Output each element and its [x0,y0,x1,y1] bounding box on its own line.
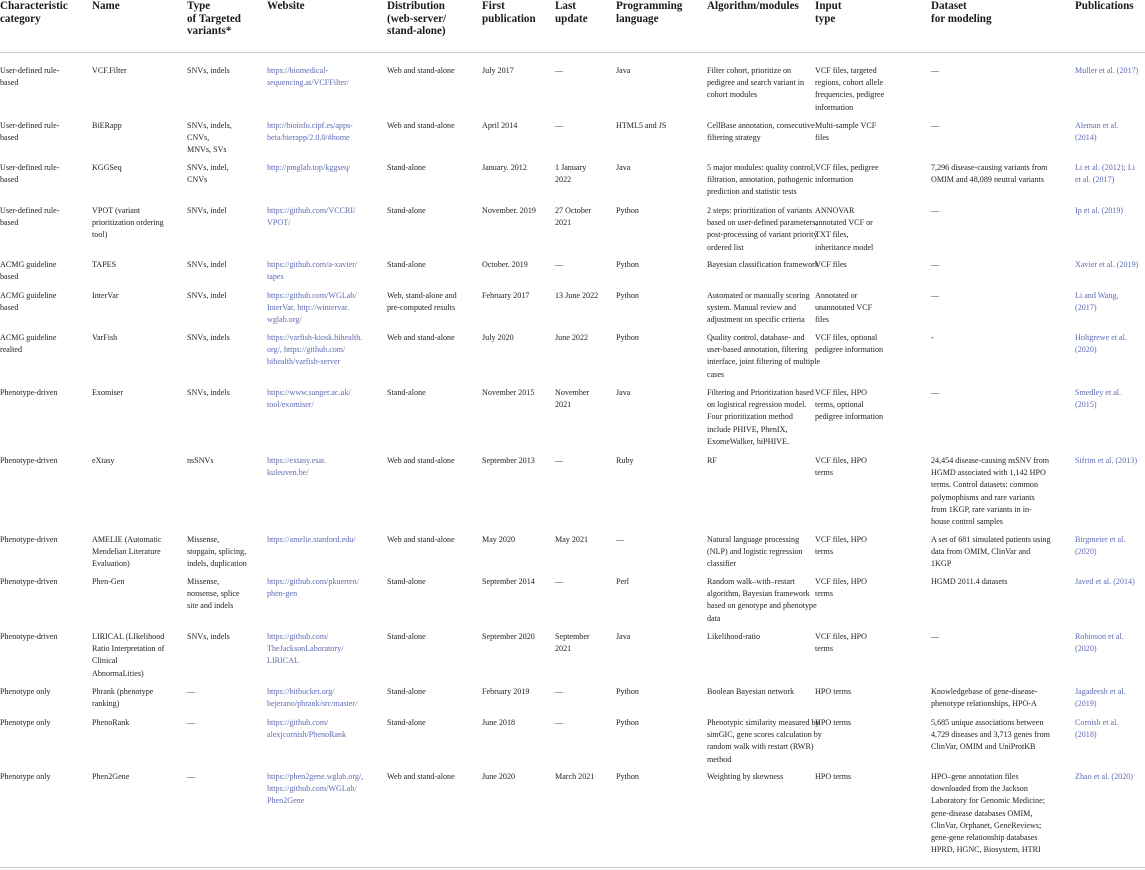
cell-publications[interactable]: Zhao et al. (2020) [1075,772,1133,781]
cell-name: Exomiser [92,388,124,397]
cell-name: eXtasy [92,456,115,465]
cell-distribution: Web and stand-alone [387,456,455,465]
cell-distribution: Web and stand-alone [387,535,455,544]
cell-publications[interactable]: Muller et al. (2017) [1075,66,1139,75]
cell-types: SNVs, indels [187,632,230,641]
column-header-algorithm: Algorithm/modules [707,0,799,12]
cell-input: VCF files, HPO terms [815,456,867,478]
cell-dataset: 7,296 disease-causing variants from OMIM and 48,089 neutral variants [931,163,1048,185]
cell-website[interactable]: https://github.com/a-xavier/ tapes [267,260,358,282]
cell-website[interactable]: https://www.sanger.ac.uk/ tool/exomiser/ [267,388,351,410]
cell-language: Python [616,687,639,696]
cell-input: Multi-sample VCF files [815,121,877,143]
cell-dataset: — [931,291,940,300]
cell-algorithm: Filter cohort, prioritize on pedigree and search variant in cohort modules [707,66,805,100]
cell-dataset: — [931,260,940,269]
cell-language: Python [616,291,639,300]
cell-name: VPOT (variant prioritization ordering tool) [92,206,164,240]
cell-category: User-defined rule- based [0,121,60,143]
cell-input: HPO terms [815,718,852,727]
header-divider [0,52,1145,53]
cell-first-pub: November 2015 [482,388,535,397]
cell-types: SNVs, indel [187,206,227,215]
cell-input: VCF files [815,260,847,269]
cell-language: Java [616,66,631,75]
cell-category: Phenotype-driven [0,456,58,465]
cell-language: Java [616,632,631,641]
cell-distribution: Stand-alone [387,577,426,586]
column-header-category: Characteristic category [0,0,68,25]
cell-name: VarFish [92,333,118,342]
cell-publications[interactable]: Javed et al. (2014) [1075,577,1135,586]
cell-last-update: November 2021 [555,388,590,410]
cell-last-update: — [555,260,564,269]
cell-first-pub: October. 2019 [482,260,528,269]
cell-dataset: — [931,66,940,75]
cell-name: PhenoRank [92,718,130,727]
column-header-types: Type of Targeted variants* [187,0,241,38]
cell-website[interactable]: https://varfish-kiosk.bihealth. org/, https://github.com/ bihealth/varfish-server [267,333,363,367]
table-bottom-rule [0,867,1145,868]
cell-language: Python [616,772,639,781]
cell-publications[interactable]: Xavier et al. (2019) [1075,260,1139,269]
cell-name: KGGSeq [92,163,122,172]
cell-first-pub: June 2020 [482,772,516,781]
cell-publications[interactable]: Holtgrewe et al. (2020) [1075,333,1127,355]
cell-category: User-defined rule- based [0,163,60,185]
cell-algorithm: Weighting by skewness [707,772,784,781]
cell-distribution: Web and stand-alone [387,121,455,130]
cell-distribution: Stand-alone [387,206,426,215]
cell-dataset: A set of 681 simulated patients using data from OMIM, ClinVar and 1KGP [931,535,1051,569]
cell-website[interactable]: https://github.com/WGLab/ InterVar, http://wintervar. wglab.org/ [267,291,357,325]
cell-first-pub: November. 2019 [482,206,536,215]
cell-algorithm: Boolean Bayesian network [707,687,795,696]
cell-category: ACMG guideline based [0,260,57,282]
cell-dataset: — [931,121,940,130]
cell-website[interactable]: https://amelie.stanford.edu/ [267,535,356,544]
cell-last-update: — [555,718,564,727]
cell-algorithm: 5 major modules: quality control, filtration, annotation, pathogenic prediction and statistic tests [707,163,816,197]
cell-types: — [187,772,196,781]
column-header-first-pub: First publication [482,0,536,25]
cell-publications[interactable]: Birgmeier et al. (2020) [1075,535,1126,557]
cell-algorithm: 2 steps: prioritization of variants based on user-defined parameters, post-processing of variant priority ordered list [707,206,818,252]
cell-dataset: — [931,206,940,215]
cell-distribution: Stand-alone [387,163,426,172]
cell-distribution: Web and stand-alone [387,333,455,342]
cell-language: Python [616,718,639,727]
cell-types: SNVs, indels [187,66,230,75]
cell-language: Python [616,260,639,269]
cell-types: Missense, nonsense, splice site and indels [187,577,240,611]
cell-category: User-defined rule- based [0,66,60,88]
cell-category: Phenotype-driven [0,388,58,397]
cell-language: Ruby [616,456,634,465]
cell-name: VCF.Filter [92,66,127,75]
cell-distribution: Stand-alone [387,260,426,269]
cell-last-update: — [555,687,564,696]
cell-language: Java [616,388,631,397]
cell-category: Phenotype only [0,772,51,781]
cell-publications[interactable]: Cornish et al. (2018) [1075,718,1119,740]
cell-name: Phen2Gene [92,772,130,781]
column-header-last-update: Last update [555,0,588,25]
cell-first-pub: June 2018 [482,718,516,727]
cell-input: VCF files, HPO terms [815,632,867,654]
cell-input: ANNOVAR annotated VCF or TXT files, inheritance model [815,206,874,252]
column-header-dataset: Dataset for modeling [931,0,992,25]
cell-algorithm: Natural language processing (NLP) and logistic regression classifier [707,535,803,569]
cell-category: Phenotype only [0,718,51,727]
column-header-input: Input type [815,0,842,25]
cell-input: VCF files, pedigree information [815,163,879,185]
cell-input: VCF files, HPO terms, optional pedigree information [815,388,884,422]
cell-publications[interactable]: Sifrim et al. (2013) [1075,456,1138,465]
cell-types: SNVs, indels [187,388,230,397]
cell-dataset: - [931,333,934,342]
cell-distribution: Web and stand-alone [387,772,455,781]
cell-distribution: Web, stand-alone and pre-computed results [387,291,457,313]
cell-category: ACMG guideline realted [0,333,57,355]
cell-types: SNVs, indel [187,260,227,269]
cell-name: AMELIE (Automatic Mendelian Literature Evaluation) [92,535,162,569]
cell-distribution: Stand-alone [387,718,426,727]
column-header-name: Name [92,0,120,12]
cell-language: — [616,535,625,544]
cell-publications[interactable]: Aleman et al. (2014) [1075,121,1119,143]
cell-dataset: HGMD 2011.4 datasets [931,577,1008,586]
column-header-distribution: Distribution (web-server/ stand-alone) [387,0,447,38]
cell-website[interactable]: https://bitbucket.org/ bejerano/phrank/src/master/ [267,687,358,709]
cell-first-pub: September 2014 [482,577,535,586]
cell-website[interactable]: https://github.com/VCCRI/ VPOT/ [267,206,356,228]
cell-language: Python [616,206,639,215]
cell-last-update: 1 January 2022 [555,163,587,185]
cell-dataset: 24,454 disease-causing nsSNV from HGMD associated with 1,142 HPO terms. Control datasets: common polymophisms and rare variants from 1KGP, rare variants in in- house control samples [931,456,1050,527]
cell-name: BiERapp [92,121,122,130]
cell-name: TAPES [92,260,117,269]
cell-algorithm: Random walk–with–restart algorithm, Bayesian framework based on genotype and phenotype data [707,577,817,623]
column-header-website: Website [267,0,305,12]
cell-first-pub: January. 2012 [482,163,527,172]
cell-category: ACMG guideline based [0,291,57,313]
cell-last-update: — [555,456,564,465]
cell-dataset: — [931,388,940,397]
cell-first-pub: September 2020 [482,632,535,641]
cell-types: SNVs, indels, CNVs, MNVs, SVs [187,121,232,155]
cell-category: Phenotype-driven [0,632,58,641]
column-header-language: Programming language [616,0,683,25]
cell-first-pub: February 2019 [482,687,530,696]
cell-input: VCF files, targeted regions, cohort allele frequencies, pedigree information [815,66,885,112]
cell-types: SNVs, indels [187,333,230,342]
cell-distribution: Stand-alone [387,687,426,696]
cell-dataset: HPO–gene annotation files downloaded from the Jackson Laboratory for Genomic Medicine; gene-disease databases OMIM, ClinVar, Orphanet, GeneReviews; gene-gene relationship databases HPRD, HGNC, Biosystem, HTRI [931,772,1045,855]
cell-first-pub: February 2017 [482,291,530,300]
cell-name: InterVar [92,291,119,300]
cell-algorithm: Likelihood-ratio [707,632,761,641]
cell-language: Java [616,163,631,172]
cell-website[interactable]: https://github.com/ TheJacksonLaboratory/ LIRICAL [267,632,344,666]
cell-publications[interactable]: Li and Wang, (2017) [1075,291,1119,313]
cell-types: — [187,718,196,727]
cell-last-update: March 2021 [555,772,595,781]
cell-types: Missense, stopgain, splicing, indels, duplication [187,535,247,569]
cell-publications[interactable]: Jagadeesh et al. (2019) [1075,687,1126,709]
cell-first-pub: September 2013 [482,456,535,465]
cell-category: Phenotype only [0,687,51,696]
cell-algorithm: CellBase annotation, consecutive filtering strategy [707,121,815,143]
cell-language: Perl [616,577,630,586]
cell-first-pub: May 2020 [482,535,516,544]
cell-algorithm: Bayesian classification framework [707,260,819,269]
cell-category: Phenotype-driven [0,577,58,586]
cell-category: User-defined rule- based [0,206,60,228]
column-header-publications: Publications [1075,0,1134,12]
cell-publications[interactable]: Li et al. (2012); Li et al. (2017) [1075,163,1136,185]
cell-input: HPO terms [815,687,852,696]
cell-website[interactable]: https://biomedical- sequencing.at/VCFFilter/ [267,66,350,88]
cell-first-pub: July 2017 [482,66,514,75]
cell-last-update: 13 June 2022 [555,291,599,300]
cell-algorithm: Automated or manually scoring system. Manual review and adjustment on specific criteria [707,291,810,325]
cell-name: LIRICAL (LIkelihood Ratio Interpretation of Clinical AbnormaLities) [92,632,165,678]
cell-algorithm: Quality control, database- and user-based annotation, filtering interface, joint filtering of multiple cases [707,333,821,379]
cell-input: HPO terms [815,772,852,781]
cell-publications[interactable]: Ip et al. (2019) [1075,206,1124,215]
cell-dataset: 5,685 unique associations between 4,729 diseases and 3,713 genes from ClinVar, OMIM and UniProtKB [931,718,1050,752]
cell-website[interactable]: https://github.com/pkuerten/ phen-gen [267,577,359,599]
cell-last-update: 27 October 2021 [555,206,592,228]
cell-website[interactable]: https://phen2gene.wglab.org/, https://github.com/WGLab/ Phen2Gene [267,772,364,806]
cell-website[interactable]: http://pmglab.top/kggseq/ [267,163,351,172]
cell-distribution: Stand-alone [387,632,426,641]
cell-distribution: Stand-alone [387,388,426,397]
cell-types: nsSNVs [187,456,214,465]
cell-distribution: Web and stand-alone [387,66,455,75]
cell-types: SNVs, indel, CNVs [187,163,229,185]
cell-website[interactable]: https://extasy.esat. kuleuven.be/ [267,456,327,478]
cell-last-update: June 2022 [555,333,589,342]
cell-input: VCF files, optional pedigree information [815,333,884,355]
cell-category: Phenotype-driven [0,535,58,544]
cell-input: VCF files, HPO terms [815,577,867,599]
cell-input: VCF files, HPO terms [815,535,867,557]
cell-input: Annotated or unannotated VCF files [815,291,873,325]
cell-publications[interactable]: Smedley et al. (2015) [1075,388,1122,410]
cell-dataset: Knowledgebase of gene-disease- phenotype relationships, HPO-A [931,687,1038,709]
cell-name: Phen-Gen [92,577,125,586]
cell-publications[interactable]: Robinson et al. (2020) [1075,632,1124,654]
cell-language: Python [616,333,639,342]
cell-last-update: — [555,66,564,75]
cell-last-update: — [555,121,564,130]
cell-algorithm: Phenotypic similarity measured by simGIC, gene scores calculation by random walk with restart (RWR) method [707,718,822,764]
cell-algorithm: Filtering and Prioritization based on logistical regression model. Four prioritization method include PHIVE, PhenIX, ExomeWalker, hiPHIVE. [707,388,814,446]
cell-website[interactable]: https://github.com/ alexjcornish/PhenoRank [267,718,347,740]
cell-language: HTML5 and JS [616,121,667,130]
cell-website[interactable]: http://bioinfo.cipf.es/apps- beta/bierapp/2.0.0/#home [267,121,353,143]
cell-name: Phrank (phenotype ranking) [92,687,154,709]
cell-types: SNVs, indel [187,291,227,300]
cell-first-pub: April 2014 [482,121,518,130]
cell-first-pub: July 2020 [482,333,514,342]
cell-dataset: — [931,632,940,641]
cell-last-update: — [555,577,564,586]
cell-algorithm: RF [707,456,717,465]
cell-last-update: September 2021 [555,632,590,654]
cell-last-update: May 2021 [555,535,589,544]
cell-types: — [187,687,196,696]
